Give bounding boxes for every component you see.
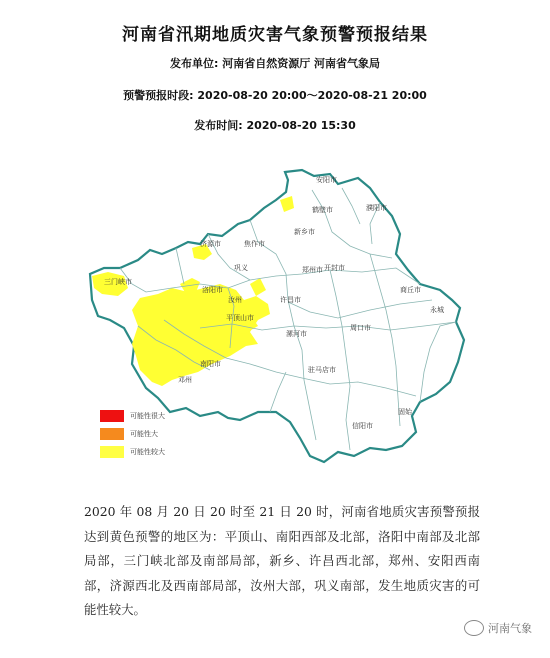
issue-time-line bbox=[0, 117, 550, 133]
legend-item-very-high bbox=[100, 409, 165, 423]
city-label: 南阳市 bbox=[200, 360, 221, 368]
legend-swatch-red bbox=[100, 410, 124, 422]
city-label: 济源市 bbox=[200, 240, 221, 248]
legend-swatch-orange bbox=[100, 428, 124, 440]
publisher-value: 河南省自然资源厅 河南省气象局 bbox=[222, 57, 381, 70]
city-label: 巩义 bbox=[234, 264, 248, 272]
wechat-icon bbox=[464, 620, 484, 636]
legend-swatch-yellow bbox=[100, 446, 124, 458]
watermark bbox=[464, 620, 532, 636]
city-label: 新乡市 bbox=[294, 228, 315, 236]
city-label: 周口市 bbox=[350, 324, 371, 332]
city-label: 汝州 bbox=[228, 296, 242, 304]
issue-time-label: 发布时间: bbox=[194, 119, 243, 132]
legend-label: 可能性较大 bbox=[130, 448, 165, 456]
city-label: 邓州 bbox=[178, 376, 192, 384]
city-label: 永城 bbox=[430, 306, 444, 314]
city-label: 安阳市 bbox=[316, 176, 337, 184]
period-value: 2020-08-20 20:00～2020-08-21 20:00 bbox=[197, 89, 427, 102]
city-label: 平顶山市 bbox=[226, 314, 254, 322]
city-label: 鹤壁市 bbox=[312, 206, 333, 214]
publisher-line bbox=[0, 55, 550, 71]
city-label: 濮阳市 bbox=[366, 204, 387, 212]
publisher-label: 发布单位: bbox=[169, 57, 219, 70]
legend-label: 可能性大 bbox=[130, 430, 158, 438]
city-label: 固始 bbox=[398, 408, 412, 416]
legend-label: 可能性很大 bbox=[130, 412, 165, 420]
city-label: 信阳市 bbox=[352, 422, 373, 430]
city-label: 三门峡市 bbox=[104, 278, 132, 286]
city-label: 驻马店市 bbox=[308, 366, 336, 374]
legend-item-fairly-high bbox=[100, 445, 165, 459]
city-label: 漯河市 bbox=[286, 330, 307, 338]
warning-summary: 2020 年 08 月 20 日 20 时至 21 日 20 时，河南省地质灾害预警预报达到黄色预警的地区为：平顶山、南阳西部及北部，洛阳中南部及北部局部，三门峡北部及南部局部，新乡、许昌西北部，郑州、安阳西南部，济源西北及西南部局部，汝州大部，巩义南部，发生地质灾害的可能性较大。 bbox=[84, 504, 480, 617]
legend-item-high bbox=[100, 427, 158, 441]
city-label: 开封市 bbox=[324, 264, 345, 272]
city-label: 焦作市 bbox=[244, 240, 265, 248]
city-label: 洛阳市 bbox=[202, 286, 223, 294]
issue-time-value: 2020-08-20 15:30 bbox=[246, 119, 356, 132]
page-title: 河南省汛期地质灾害气象预警预报结果 bbox=[122, 25, 428, 45]
city-label: 许昌市 bbox=[280, 296, 301, 304]
city-label: 商丘市 bbox=[400, 286, 421, 294]
period-line bbox=[0, 87, 550, 103]
watermark-text: 河南气象 bbox=[488, 622, 532, 635]
city-label: 郑州市 bbox=[302, 266, 323, 274]
period-label: 预警预报时段: bbox=[123, 89, 194, 102]
